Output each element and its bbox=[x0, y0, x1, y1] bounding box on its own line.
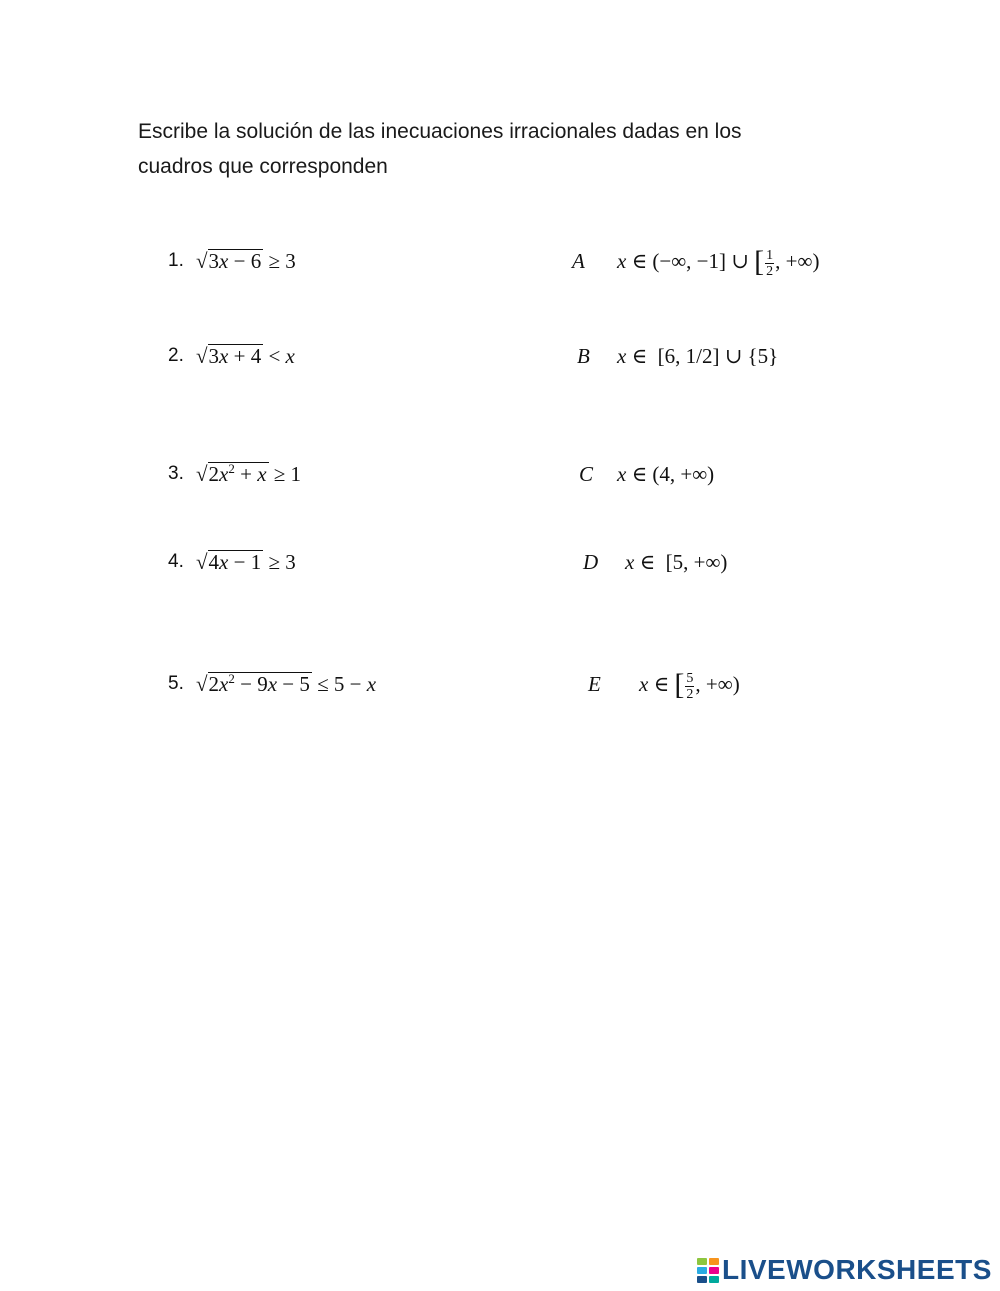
liveworksheets-logo-icon bbox=[697, 1258, 719, 1283]
instructions bbox=[138, 114, 858, 184]
liveworksheets-logo bbox=[697, 1253, 992, 1287]
solution-set: x ∈ [5, +∞) bbox=[625, 550, 728, 574]
exercise-row bbox=[0, 537, 1000, 587]
solution-set: x ∈ (4, +∞) bbox=[617, 462, 715, 486]
logo-square bbox=[697, 1267, 707, 1274]
exercise-inequality: √4x − 1 ≥ 3 bbox=[196, 550, 296, 574]
solution-set: x ∈ [ $\frac{5}{2}$ , +∞) bbox=[639, 668, 740, 702]
exercise-inequality: √3x − 6 ≥ 3 bbox=[196, 249, 296, 273]
logo-square bbox=[709, 1276, 719, 1283]
solution-set: x ∈ (−∞, −1] ∪ [ $\frac{1}{2}$ , +∞) bbox=[617, 245, 820, 279]
logo-square bbox=[709, 1267, 719, 1274]
logo-text: LIVEWORKSHEETS bbox=[722, 1254, 992, 1285]
logo-square bbox=[709, 1258, 719, 1265]
logo-square bbox=[697, 1258, 707, 1265]
instructions-line-2: cuadros que corresponden bbox=[138, 155, 388, 178]
exercise-number: 4. bbox=[168, 551, 184, 572]
exercise-row bbox=[0, 331, 1000, 381]
logo-square bbox=[697, 1276, 707, 1283]
solution-letter: D bbox=[583, 550, 599, 574]
instructions-line-1: Escribe la solución de las inecuaciones irracionales dadas en los bbox=[138, 120, 742, 143]
solution-letter: A bbox=[572, 249, 585, 273]
solution-letter: C bbox=[579, 462, 594, 486]
exercise-row bbox=[0, 449, 1000, 499]
exercise-inequality: $√2x^2 + x \ge 1$ bbox=[196, 461, 302, 486]
exercise-row bbox=[0, 236, 1000, 286]
solution-set: x ∈ [6, 1/2] ∪ {5} bbox=[617, 344, 779, 368]
exercise-number: 3. bbox=[168, 463, 184, 484]
solution-letter: E bbox=[588, 672, 601, 696]
exercise-number: 1. bbox=[168, 250, 184, 271]
exercise-inequality: $√2x^2 - 9x - 5 \le 5 - x$ bbox=[196, 671, 377, 696]
exercise-number: 5. bbox=[168, 673, 184, 694]
exercise-row bbox=[0, 659, 1000, 709]
exercise-inequality: √3x + 4 < x bbox=[196, 344, 295, 368]
exercise-number: 2. bbox=[168, 345, 184, 366]
solution-letter: B bbox=[577, 344, 590, 368]
